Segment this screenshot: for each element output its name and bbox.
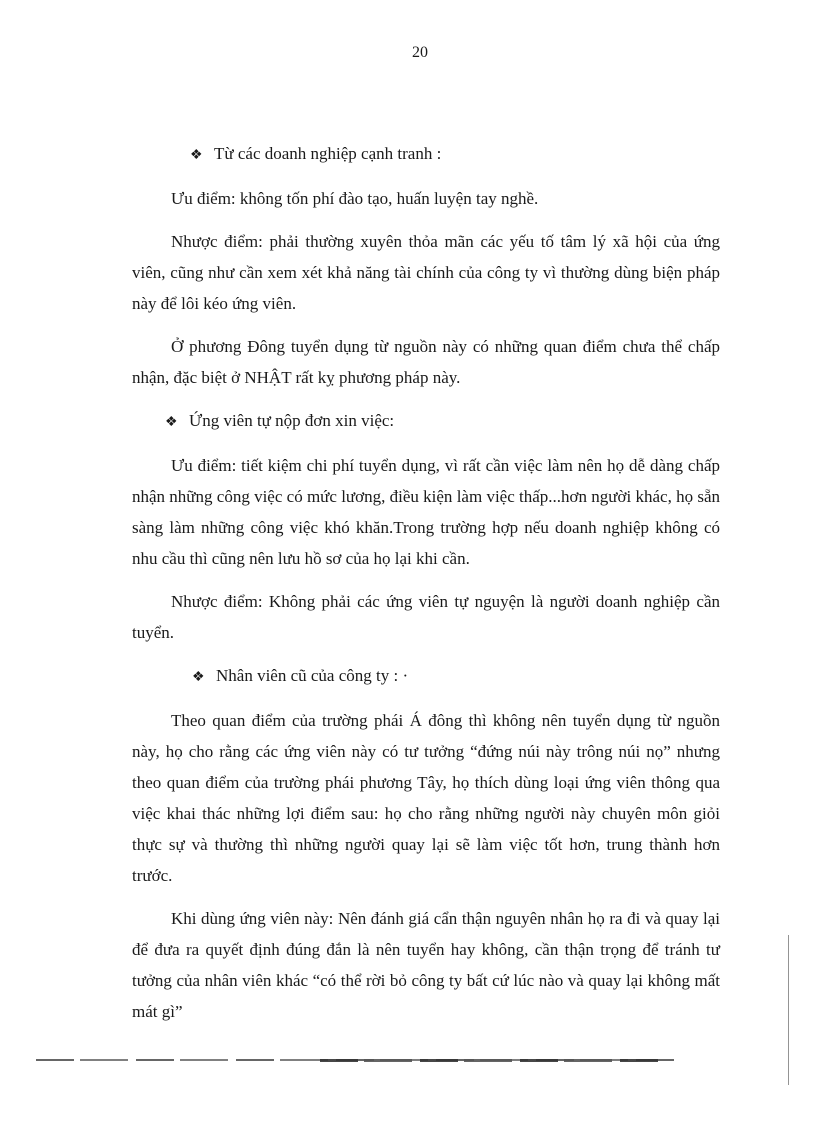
diamond-bullet-icon: ❖ (190, 148, 203, 163)
bullet-heading-text: Ứng viên tự nộp đơn xin việc: (189, 411, 395, 430)
footer-scan-line (320, 1059, 660, 1062)
page-number: 20 (412, 44, 428, 61)
paragraph: Ưu điểm: không tốn phí đào tạo, huấn luyện tay nghề. (171, 189, 539, 208)
diamond-bullet-icon: ❖ (165, 415, 178, 430)
paragraph: Ở phương Đông tuyển dụng từ nguồn này có những quan điểm chưa thể chấp nhận, đặc biệt ở NHẬT rất kỵ phương pháp này. (132, 337, 720, 387)
bullet-heading-self-applicants (132, 405, 720, 438)
paragraph: Theo quan điểm của trường phái Á đông thì không nên tuyển dụng từ nguồn này, họ cho rằng các ứng viên này có tư tưởng “đứng núi này trông núi nọ” nhưng theo quan điểm của trường phái phương Tây, họ thích dùng loại ứng viên thông qua việc khai thác những lợi điểm sau: họ cho rằng những người này chuyên môn giỏi thực sự và thường thì những người quay lại sẽ làm việc tốt hơn, trung thành hơn trước. (132, 711, 720, 885)
paragraph: Khi dùng ứng viên này: Nên đánh giá cẩn thận nguyên nhân họ ra đi và quay lại để đưa ra quyết định đúng đắn là nên tuyển hay không, cần thận trọng để tránh tư tưởng của nhân viên khác “có thể rời bỏ công ty bất cứ lúc nào và quay lại không mất mát gì” (132, 909, 720, 1021)
bullet-heading-text: Từ các doanh nghiệp cạnh tranh : (214, 144, 442, 163)
document-body (132, 138, 720, 1039)
paragraph: Nhược điểm: Không phải các ứng viên tự nguyện là người doanh nghiệp cần tuyển. (132, 592, 720, 642)
margin-scan-line (788, 935, 789, 1085)
bullet-heading-former-employees (132, 660, 720, 693)
bullet-heading-competitors (132, 138, 720, 171)
bullet-heading-text: Nhân viên cũ của công ty : · (216, 666, 409, 685)
paragraph: Ưu điểm: tiết kiệm chi phí tuyển dụng, vì rất cần việc làm nên họ dễ dàng chấp nhận những công việc có mức lương, điều kiện làm việc thấp...hơn người khác, họ sẵn sàng làm những công việc khó khăn.Trong trường hợp nếu doanh nghiệp không có nhu cầu thì cũng nên lưu hồ sơ của họ lại khi cần. (132, 456, 720, 568)
paragraph: Nhược điểm: phải thường xuyên thỏa mãn các yếu tố tâm lý xã hội của ứng viên, cũng như cần xem xét khả năng tài chính của công ty vì thường dùng biện pháp này để lôi kéo ứng viên. (132, 232, 720, 313)
diamond-bullet-icon: ❖ (192, 670, 205, 685)
